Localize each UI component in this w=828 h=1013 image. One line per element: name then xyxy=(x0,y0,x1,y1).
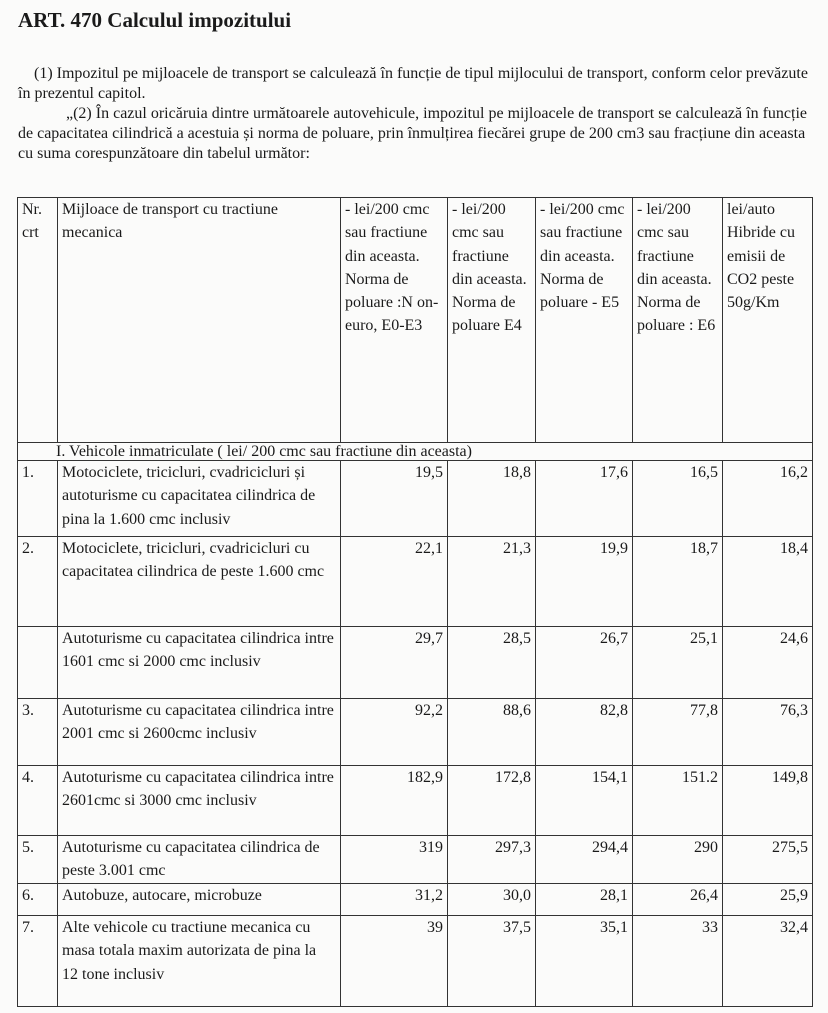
row-value: 17,6 xyxy=(536,461,633,537)
table-row xyxy=(18,461,813,537)
row-value: 19,5 xyxy=(341,461,448,537)
row-value: 25,9 xyxy=(723,884,813,916)
row-value: 182,9 xyxy=(341,766,448,836)
header-description: Mijloace de transport cu tractiune mecanica xyxy=(58,198,341,443)
paragraph-1: (1) Impozitul pe mijloacele de transport se calculează în funcție de tipul mijlocului de transport, conform celor prevăzute în prezentul capitol. xyxy=(18,65,808,102)
row-value: 297,3 xyxy=(448,836,536,884)
row-value: 29,7 xyxy=(341,627,448,699)
row-value: 32,4 xyxy=(723,916,813,1007)
table-row xyxy=(18,627,813,699)
row-description: Autoturisme cu capacitatea cilindrica intre 1601 cmc si 2000 cmc inclusiv xyxy=(58,627,341,699)
header-e5: - lei/200 cmc sau fractiune din aceasta. Norma de poluare - E5 xyxy=(536,198,633,443)
tax-table xyxy=(17,197,813,1007)
row-value: 21,3 xyxy=(448,537,536,627)
table-row xyxy=(18,537,813,627)
row-number xyxy=(18,627,58,699)
table-row xyxy=(18,699,813,766)
section-label: I. Vehicole inmatriculate ( lei/ 200 cmc sau fractiune din aceasta) xyxy=(18,443,813,461)
row-value: 92,2 xyxy=(341,699,448,766)
row-value: 28,5 xyxy=(448,627,536,699)
row-value: 30,0 xyxy=(448,884,536,916)
row-number: 5. xyxy=(18,836,58,884)
row-value: 18,4 xyxy=(723,537,813,627)
row-description: Autoturisme cu capacitatea cilindrica intre 2601cmc si 3000 cmc inclusiv xyxy=(58,766,341,836)
row-value: 154,1 xyxy=(536,766,633,836)
paragraph-2: „(2) În cazul oricăruia dintre următoarele autovehicule, impozitul pe mijloacele de transport se calculează în funcție de capacitatea cilindrică a acestuia și norma de poluare, prin înmulțirea fiecărei grupe de 200 cm3 sau fracțiune din aceasta cu suma corespunzătoare din tabelul următor: xyxy=(18,105,807,162)
row-value: 172,8 xyxy=(448,766,536,836)
row-value: 16,5 xyxy=(633,461,723,537)
row-number: 4. xyxy=(18,766,58,836)
row-value: 82,8 xyxy=(536,699,633,766)
row-value: 22,1 xyxy=(341,537,448,627)
row-number: 3. xyxy=(18,699,58,766)
row-value: 76,3 xyxy=(723,699,813,766)
row-number: 7. xyxy=(18,916,58,1007)
row-value: 275,5 xyxy=(723,836,813,884)
row-value: 39 xyxy=(341,916,448,1007)
header-e6: - lei/200 cmc sau fractiune din aceasta. Norma de poluare : E6 xyxy=(633,198,723,443)
row-number: 2. xyxy=(18,537,58,627)
row-value: 33 xyxy=(633,916,723,1007)
table-row xyxy=(18,836,813,884)
row-value: 16,2 xyxy=(723,461,813,537)
row-value: 25,1 xyxy=(633,627,723,699)
row-value: 31,2 xyxy=(341,884,448,916)
row-value: 151.2 xyxy=(633,766,723,836)
row-description: Autoturisme cu capacitatea cilindrica intre 2001 cmc si 2600cmc inclusiv xyxy=(58,699,341,766)
table-row xyxy=(18,916,813,1007)
header-nr: Nr. crt xyxy=(18,198,58,443)
table-header-row xyxy=(18,198,813,443)
row-value: 149,8 xyxy=(723,766,813,836)
row-value: 319 xyxy=(341,836,448,884)
article-title: ART. 470 Calculul impozitului xyxy=(18,8,292,32)
header-e0-e3: - lei/200 cmc sau fractiune din aceasta. Norma de poluare :N on-euro, E0-E3 xyxy=(341,198,448,443)
row-number: 6. xyxy=(18,884,58,916)
section-row xyxy=(18,443,813,461)
row-number: 1. xyxy=(18,461,58,537)
table-row xyxy=(18,884,813,916)
row-value: 26,4 xyxy=(633,884,723,916)
header-hybrid: lei/auto Hibride cu emisii de CO2 peste 50g/Km xyxy=(723,198,813,443)
row-description: Autoturisme cu capacitatea cilindrica de peste 3.001 cmc xyxy=(58,836,341,884)
row-value: 294,4 xyxy=(536,836,633,884)
row-description: Alte vehicole cu tractiune mecanica cu masa totala maxim autorizata de pina la 12 tone inclusiv xyxy=(58,916,341,1007)
row-value: 18,7 xyxy=(633,537,723,627)
row-value: 35,1 xyxy=(536,916,633,1007)
row-value: 290 xyxy=(633,836,723,884)
header-e4: - lei/200 cmc sau fractiune din aceasta. Norma de poluare E4 xyxy=(448,198,536,443)
row-value: 19,9 xyxy=(536,537,633,627)
table-row xyxy=(18,766,813,836)
row-description: Motociclete, tricicluri, cvadricicluri și autoturisme cu capacitatea cilindrica de pina la 1.600 cmc inclusiv xyxy=(58,461,341,537)
row-value: 24,6 xyxy=(723,627,813,699)
row-value: 18,8 xyxy=(448,461,536,537)
row-value: 88,6 xyxy=(448,699,536,766)
row-value: 37,5 xyxy=(448,916,536,1007)
row-description: Autobuze, autocare, microbuze xyxy=(58,884,341,916)
row-value: 28,1 xyxy=(536,884,633,916)
row-value: 77,8 xyxy=(633,699,723,766)
row-value: 26,7 xyxy=(536,627,633,699)
row-description: Motociclete, tricicluri, cvadricicluri cu capacitatea cilindrica de peste 1.600 cmc xyxy=(58,537,341,627)
